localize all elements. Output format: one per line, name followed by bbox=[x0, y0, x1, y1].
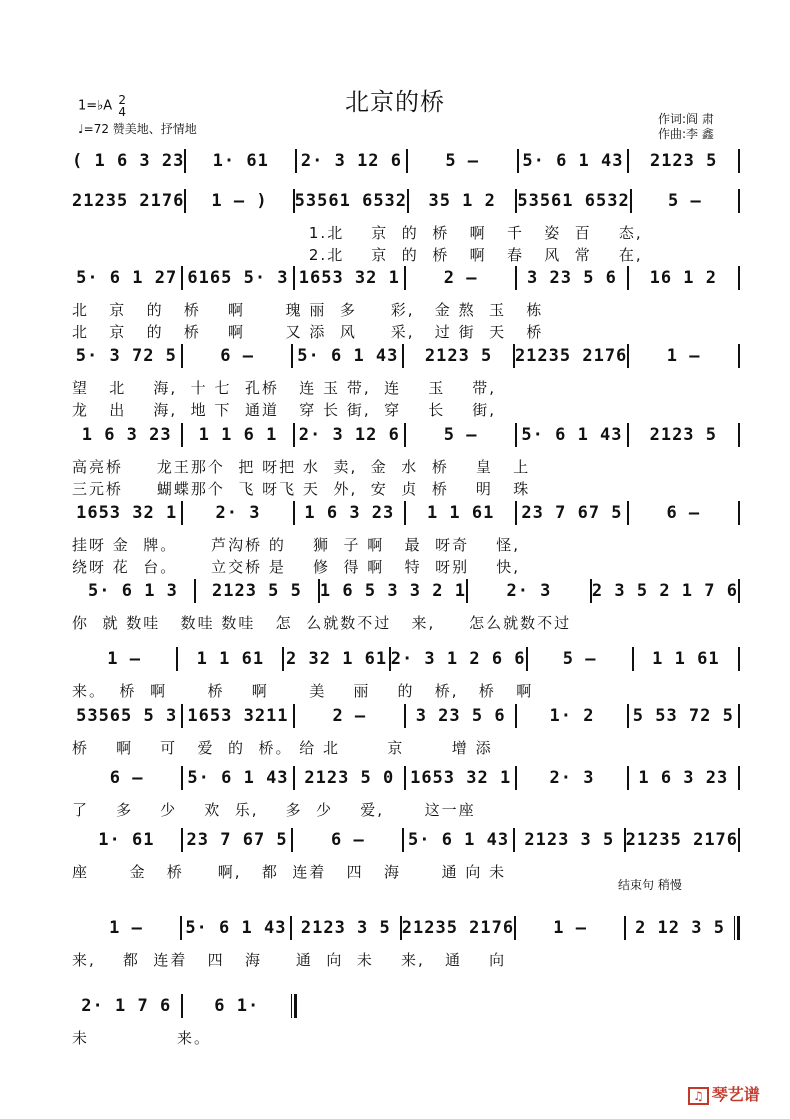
bar-line bbox=[738, 501, 740, 525]
measure: 16 1 2 bbox=[649, 268, 718, 288]
measure: 1653 32 1 bbox=[410, 768, 512, 788]
measure: 5· 6 1 43 bbox=[187, 768, 289, 788]
lyric-line: 来。 桥 啊 桥 啊 美 丽 的 桥, 桥 啊 bbox=[72, 682, 534, 700]
lyric-line: 来, 都 连着 四 海 通 向 未 来, 通 向 bbox=[72, 951, 507, 969]
lyric-line: 绕呀 花 台。 立交桥 是 修 得 啊 特 呀别 快, bbox=[72, 558, 520, 576]
score-row bbox=[72, 148, 740, 174]
notation-line bbox=[72, 827, 740, 853]
measure: 2 32 1 61 bbox=[286, 649, 388, 669]
measure: 5 – bbox=[443, 425, 478, 445]
measure: 5· 6 1 43 bbox=[521, 425, 623, 445]
lyric-line: 高亮桥 龙王那个 把 呀把 水 卖, 金 水 桥 皇 上 bbox=[72, 458, 531, 476]
measure: 2· 3 12 6 bbox=[300, 151, 403, 171]
measure: 2· 3 1 2 6 6 bbox=[390, 649, 526, 669]
lyric-line: 桥 啊 可 爱 的 桥。 给 北 京 增 添 bbox=[72, 739, 493, 757]
measure: 5· 6 1 43 bbox=[185, 918, 287, 938]
bar-line bbox=[291, 994, 297, 1018]
measure: 1653 32 1 bbox=[76, 503, 178, 523]
bar-line bbox=[738, 766, 740, 790]
key-label: 1=♭A bbox=[78, 98, 113, 114]
measure: 21235 2176 bbox=[401, 918, 515, 938]
measure: 5 53 72 5 bbox=[632, 706, 734, 726]
score-row bbox=[72, 343, 740, 419]
ending-note: 结束句 稍慢 bbox=[618, 878, 682, 892]
score-row bbox=[72, 578, 740, 632]
measure: 5 – bbox=[562, 649, 597, 669]
measure: 2123 3 5 bbox=[524, 830, 615, 850]
lyric-line: 三元桥 蝴蝶那个 飞 呀飞 天 外, 安 贞 桥 明 珠 bbox=[72, 480, 531, 498]
measure: 2 – bbox=[332, 706, 367, 726]
measure: 6165 5· 3 bbox=[187, 268, 289, 288]
measure: 5· 6 1 43 bbox=[408, 830, 510, 850]
notation-line bbox=[72, 703, 740, 729]
measure: 1 – bbox=[553, 918, 587, 938]
time-bottom: 4 bbox=[118, 105, 126, 119]
measure: 1 1 6 1 bbox=[198, 425, 278, 445]
measure: 2 – bbox=[443, 268, 478, 288]
bar-line bbox=[738, 189, 740, 213]
bar-line bbox=[738, 704, 740, 728]
bar-line bbox=[738, 828, 740, 852]
lyricist: 作词:阎 肃 bbox=[658, 112, 714, 126]
notation-line bbox=[72, 188, 740, 214]
measure: 2· 3 12 6 bbox=[298, 425, 400, 445]
notation-line bbox=[72, 578, 740, 604]
lyric-line: 了 多 少 欢 乐, 多 少 爱, 这一座 bbox=[72, 801, 476, 819]
measure: 1 – bbox=[666, 346, 701, 366]
score-row bbox=[72, 500, 740, 576]
score-row bbox=[72, 188, 740, 264]
lyric-line: 你 就 数哇 数哇 数哇 怎 么就数不过 来, 怎么就数不过 bbox=[72, 614, 572, 632]
measure: 53565 5 3 bbox=[76, 706, 178, 726]
lyric-line: 龙 出 海, 地 下 通道 穿 长 街, 穿 长 街, bbox=[72, 401, 497, 419]
measure: 1 6 3 23 bbox=[304, 503, 395, 523]
measure: 2· 3 bbox=[215, 503, 261, 523]
measure: 2· 1 7 6 bbox=[81, 996, 172, 1016]
measure: 1 – bbox=[109, 918, 143, 938]
lyric-line: 挂呀 金 牌。 芦沟桥 的 狮 子 啊 最 呀奇 怪, bbox=[72, 536, 520, 554]
logo-icon: ♫ bbox=[688, 1087, 709, 1105]
score-row bbox=[72, 827, 740, 881]
lyric-line: 座 金 桥 啊, 都 连着 四 海 通 向 未 bbox=[72, 863, 507, 881]
score-row bbox=[72, 765, 740, 819]
measure: 5· 6 1 43 bbox=[297, 346, 399, 366]
measure: ( 1 6 3 23 bbox=[72, 151, 185, 171]
measure: 6 – bbox=[666, 503, 701, 523]
measure: 1653 32 1 bbox=[298, 268, 400, 288]
credits bbox=[658, 112, 714, 142]
measure: 2 3 5 2 1 7 6 bbox=[591, 581, 738, 601]
notation-line bbox=[72, 343, 740, 369]
measure: 6 – bbox=[330, 830, 365, 850]
measure: 2 12 3 5 bbox=[635, 918, 725, 938]
lyric-line: 北 京 的 桥 啊 又 添 风 采, 过 街 天 桥 bbox=[72, 323, 544, 341]
time-top: 2 bbox=[118, 93, 126, 107]
tempo-marking: ♩=72 赞美地、抒情地 bbox=[78, 122, 197, 136]
song-title: 北京的桥 bbox=[345, 88, 445, 116]
notation-line bbox=[72, 915, 740, 941]
bar-line bbox=[738, 423, 740, 447]
notation-line bbox=[72, 422, 740, 448]
measure: 2123 5 bbox=[649, 151, 718, 171]
measure: 1· 2 bbox=[549, 706, 595, 726]
key-signature bbox=[78, 94, 126, 118]
measure: 6 – bbox=[220, 346, 254, 366]
measure: 1 – bbox=[107, 649, 141, 669]
measure: 1· 61 bbox=[212, 151, 269, 171]
measure: 35 1 2 bbox=[428, 191, 496, 211]
measure: 5 – bbox=[445, 151, 480, 171]
measure: 21235 2176 bbox=[625, 830, 739, 850]
measure: 6 – bbox=[109, 768, 144, 788]
measure: 2123 3 5 bbox=[300, 918, 391, 938]
measure: 23 7 67 5 bbox=[186, 830, 288, 850]
measure: 2123 5 5 bbox=[211, 581, 302, 601]
notation-line bbox=[72, 646, 740, 672]
measure: 2123 5 bbox=[649, 425, 718, 445]
measure: 53561 6532 bbox=[517, 191, 630, 211]
composer: 作曲:李 鑫 bbox=[658, 127, 714, 141]
time-signature bbox=[118, 94, 126, 118]
measure: 53561 6532 bbox=[294, 191, 408, 211]
lyric-line: 1.北 京 的 桥 啊 千 姿 百 态, bbox=[72, 224, 643, 242]
measure: 23 7 67 5 bbox=[521, 503, 623, 523]
bar-line bbox=[734, 916, 740, 940]
score-row bbox=[72, 422, 740, 498]
measure: 5 – bbox=[668, 191, 702, 211]
measure: 21235 2176 bbox=[72, 191, 185, 211]
measure: 3 23 5 6 bbox=[415, 706, 506, 726]
measure: 1 1 61 bbox=[196, 649, 265, 669]
score-row bbox=[72, 915, 740, 969]
measure: 2123 5 0 bbox=[304, 768, 395, 788]
bar-line bbox=[738, 579, 740, 603]
score-row bbox=[72, 265, 740, 341]
score-row bbox=[72, 646, 740, 700]
measure: 1 1 61 bbox=[426, 503, 495, 523]
measure: 5· 6 1 3 bbox=[88, 581, 178, 601]
measure: 5· 6 1 27 bbox=[76, 268, 178, 288]
measure: 5· 3 72 5 bbox=[75, 346, 177, 366]
measure: 1 – ) bbox=[211, 191, 268, 211]
measure: 1 6 5 3 3 2 1 bbox=[319, 581, 466, 601]
notation-line bbox=[72, 148, 740, 174]
lyric-line: 北 京 的 桥 啊 瑰 丽 多 彩, 金 熬 玉 栋 bbox=[72, 301, 544, 319]
lyric-line: 望 北 海, 十 七 孔桥 连 玉 带, 连 玉 带, bbox=[72, 379, 497, 397]
notation-line bbox=[72, 993, 297, 1019]
logo-text: 琴艺谱 bbox=[711, 1085, 760, 1104]
measure: 1· 61 bbox=[98, 830, 155, 850]
measure: 6 1· bbox=[214, 996, 260, 1016]
bar-line bbox=[738, 266, 740, 290]
measure: 1 1 61 bbox=[652, 649, 720, 669]
measure: 5· 6 1 43 bbox=[522, 151, 624, 171]
bar-line bbox=[738, 647, 740, 671]
score-row bbox=[72, 703, 740, 757]
measure: 1 6 3 23 bbox=[638, 768, 729, 788]
measure: 3 23 5 6 bbox=[527, 268, 617, 288]
lyric-line: 未 来。 bbox=[72, 1029, 211, 1047]
notation-line bbox=[72, 500, 740, 526]
bar-line bbox=[738, 344, 740, 368]
measure: 2· 3 bbox=[506, 581, 552, 601]
bar-line bbox=[738, 149, 740, 173]
measure: 1653 3211 bbox=[187, 706, 289, 726]
measure: 21235 2176 bbox=[514, 346, 628, 366]
notation-line bbox=[72, 765, 740, 791]
notation-line bbox=[72, 265, 740, 291]
score-row bbox=[72, 993, 297, 1047]
measure: 2· 3 bbox=[549, 768, 595, 788]
lyric-line: 2.北 京 的 桥 啊 春 风 常 在, bbox=[72, 246, 643, 264]
measure: 2123 5 bbox=[424, 346, 493, 366]
measure: 1 6 3 23 bbox=[81, 425, 172, 445]
site-logo bbox=[688, 1082, 760, 1105]
